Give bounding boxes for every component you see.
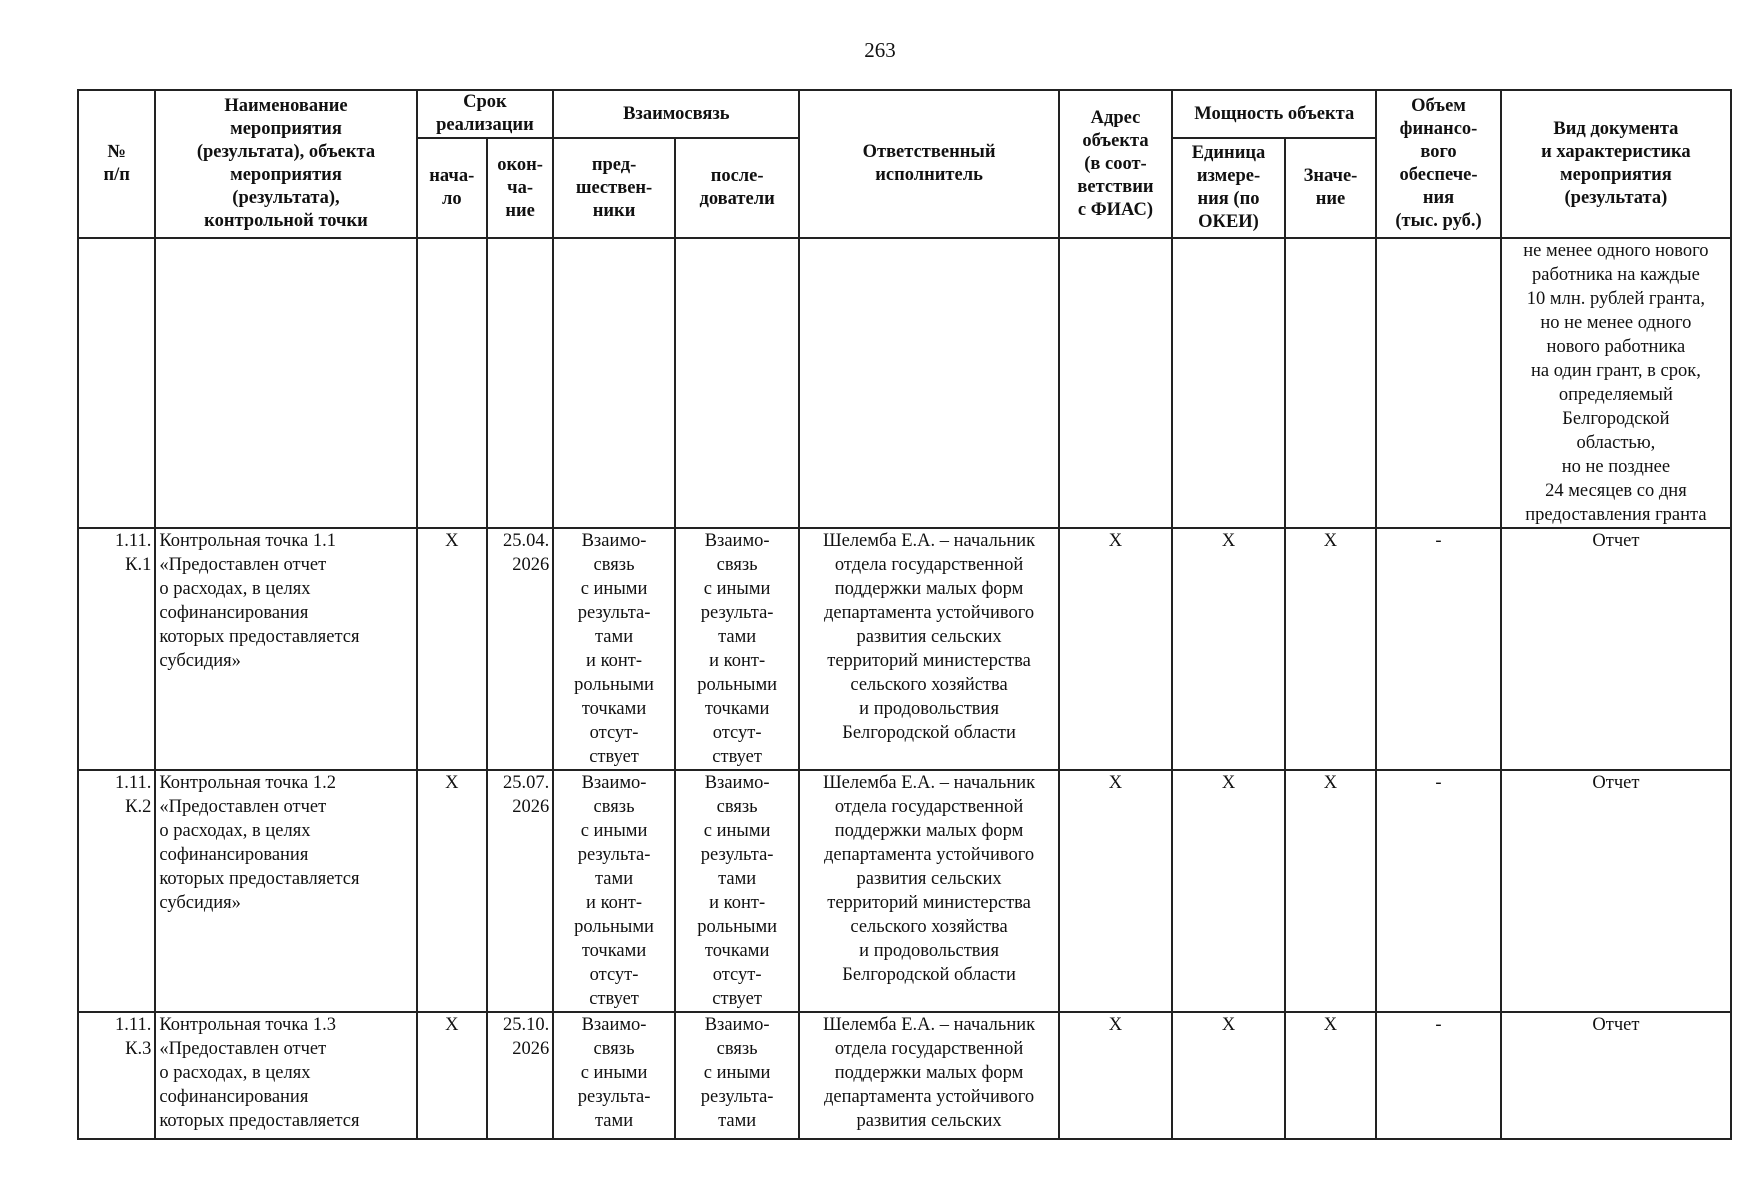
row-doc: Отчет bbox=[1501, 528, 1731, 770]
row-address: X bbox=[1059, 770, 1173, 1012]
header-capacity-unit: Единица измере- ния (по ОКЕИ) bbox=[1172, 138, 1285, 238]
row-value: X bbox=[1285, 528, 1376, 770]
table-row bbox=[78, 770, 1731, 1012]
header-term-start: нача- ло bbox=[417, 138, 487, 238]
header-doc-type: Вид документа и характеристика мероприятия (результата) bbox=[1501, 90, 1731, 238]
row-start: X bbox=[417, 528, 487, 770]
row-start: X bbox=[417, 1012, 487, 1139]
row-start: X bbox=[417, 770, 487, 1012]
cell bbox=[553, 238, 675, 528]
row-name: Контрольная точка 1.1 «Предоставлен отчет о расходах, в целях софинансирования которых предоставляется субсидия» bbox=[155, 528, 416, 770]
cell bbox=[1376, 238, 1501, 528]
row-address: X bbox=[1059, 1012, 1173, 1139]
row-end: 25.07. 2026 bbox=[487, 770, 553, 1012]
continuation-text: не менее одного нового работника на каждые 10 млн. рублей гранта, но не менее одного нового работника на один грант, в срок, определяемый Белгородской областью, но не позднее 24 месяцев со дня предоставления гранта bbox=[1501, 238, 1731, 528]
cell bbox=[799, 238, 1058, 528]
row-unit: X bbox=[1172, 528, 1285, 770]
cell bbox=[1285, 238, 1376, 528]
cell bbox=[1172, 238, 1285, 528]
header-capacity: Мощность объекта bbox=[1172, 90, 1376, 138]
row-funding: - bbox=[1376, 528, 1501, 770]
row-value: X bbox=[1285, 1012, 1376, 1139]
row-value: X bbox=[1285, 770, 1376, 1012]
cell bbox=[1059, 238, 1173, 528]
table-row bbox=[78, 1012, 1731, 1139]
header-name: Наименование мероприятия (результата), объекта мероприятия (результата), контрольной точки bbox=[155, 90, 416, 238]
row-responsible: Шелемба Е.А. – начальник отдела государственной поддержки малых форм департамента устойчивого развития сельских bbox=[799, 1012, 1058, 1139]
row-funding: - bbox=[1376, 770, 1501, 1012]
header-num: № п/п bbox=[78, 90, 155, 238]
row-prev: Взаимо- связь с иными результа- тами и конт- рольными точками отсут- ствует bbox=[553, 770, 675, 1012]
header-address: Адрес объекта (в соот- ветствии с ФИАС) bbox=[1059, 90, 1173, 238]
row-prev: Взаимо- связь с иными результа- тами bbox=[553, 1012, 675, 1139]
continuation-row bbox=[78, 238, 1731, 528]
header-capacity-value: Значе- ние bbox=[1285, 138, 1376, 238]
row-doc: Отчет bbox=[1501, 770, 1731, 1012]
cell bbox=[155, 238, 416, 528]
row-responsible: Шелемба Е.А. – начальник отдела государственной поддержки малых форм департамента устойчивого развития сельских территорий министерства сельского хозяйства и продовольствия Белгородской области bbox=[799, 528, 1058, 770]
row-prev: Взаимо- связь с иными результа- тами и конт- рольными точками отсут- ствует bbox=[553, 528, 675, 770]
row-name: Контрольная точка 1.3 «Предоставлен отчет о расходах, в целях софинансирования которых предоставляется bbox=[155, 1012, 416, 1139]
header-funding: Объем финансо- вого обеспече- ния (тыс. руб.) bbox=[1376, 90, 1501, 238]
row-unit: X bbox=[1172, 1012, 1285, 1139]
row-responsible: Шелемба Е.А. – начальник отдела государственной поддержки малых форм департамента устойчивого развития сельских территорий министерства сельского хозяйства и продовольствия Белгородской области bbox=[799, 770, 1058, 1012]
row-num: 1.11. К.1 bbox=[78, 528, 155, 770]
header-term-end: окон- ча- ние bbox=[487, 138, 553, 238]
row-next: Взаимо- связь с иными результа- тами bbox=[675, 1012, 800, 1139]
row-next: Взаимо- связь с иными результа- тами и конт- рольными точками отсут- ствует bbox=[675, 770, 800, 1012]
measures-table bbox=[77, 89, 1732, 1140]
cell bbox=[487, 238, 553, 528]
row-next: Взаимо- связь с иными результа- тами и конт- рольными точками отсут- ствует bbox=[675, 528, 800, 770]
header-term: Срок реализации bbox=[417, 90, 554, 138]
header-responsible: Ответственный исполнитель bbox=[799, 90, 1058, 238]
row-end: 25.04. 2026 bbox=[487, 528, 553, 770]
header-link-prev: пред- шествен- ники bbox=[553, 138, 675, 238]
header-row-top bbox=[78, 90, 1731, 138]
row-address: X bbox=[1059, 528, 1173, 770]
header-link: Взаимосвязь bbox=[553, 90, 799, 138]
cell bbox=[417, 238, 487, 528]
page-number: 263 bbox=[864, 38, 896, 62]
table-row bbox=[78, 528, 1731, 770]
row-unit: X bbox=[1172, 770, 1285, 1012]
cell bbox=[675, 238, 800, 528]
row-end: 25.10. 2026 bbox=[487, 1012, 553, 1139]
row-doc: Отчет bbox=[1501, 1012, 1731, 1139]
row-funding: - bbox=[1376, 1012, 1501, 1139]
row-num: 1.11. К.3 bbox=[78, 1012, 155, 1139]
cell bbox=[78, 238, 155, 528]
row-name: Контрольная точка 1.2 «Предоставлен отчет о расходах, в целях софинансирования которых предоставляется субсидия» bbox=[155, 770, 416, 1012]
row-num: 1.11. К.2 bbox=[78, 770, 155, 1012]
header-link-next: после- дователи bbox=[675, 138, 800, 238]
